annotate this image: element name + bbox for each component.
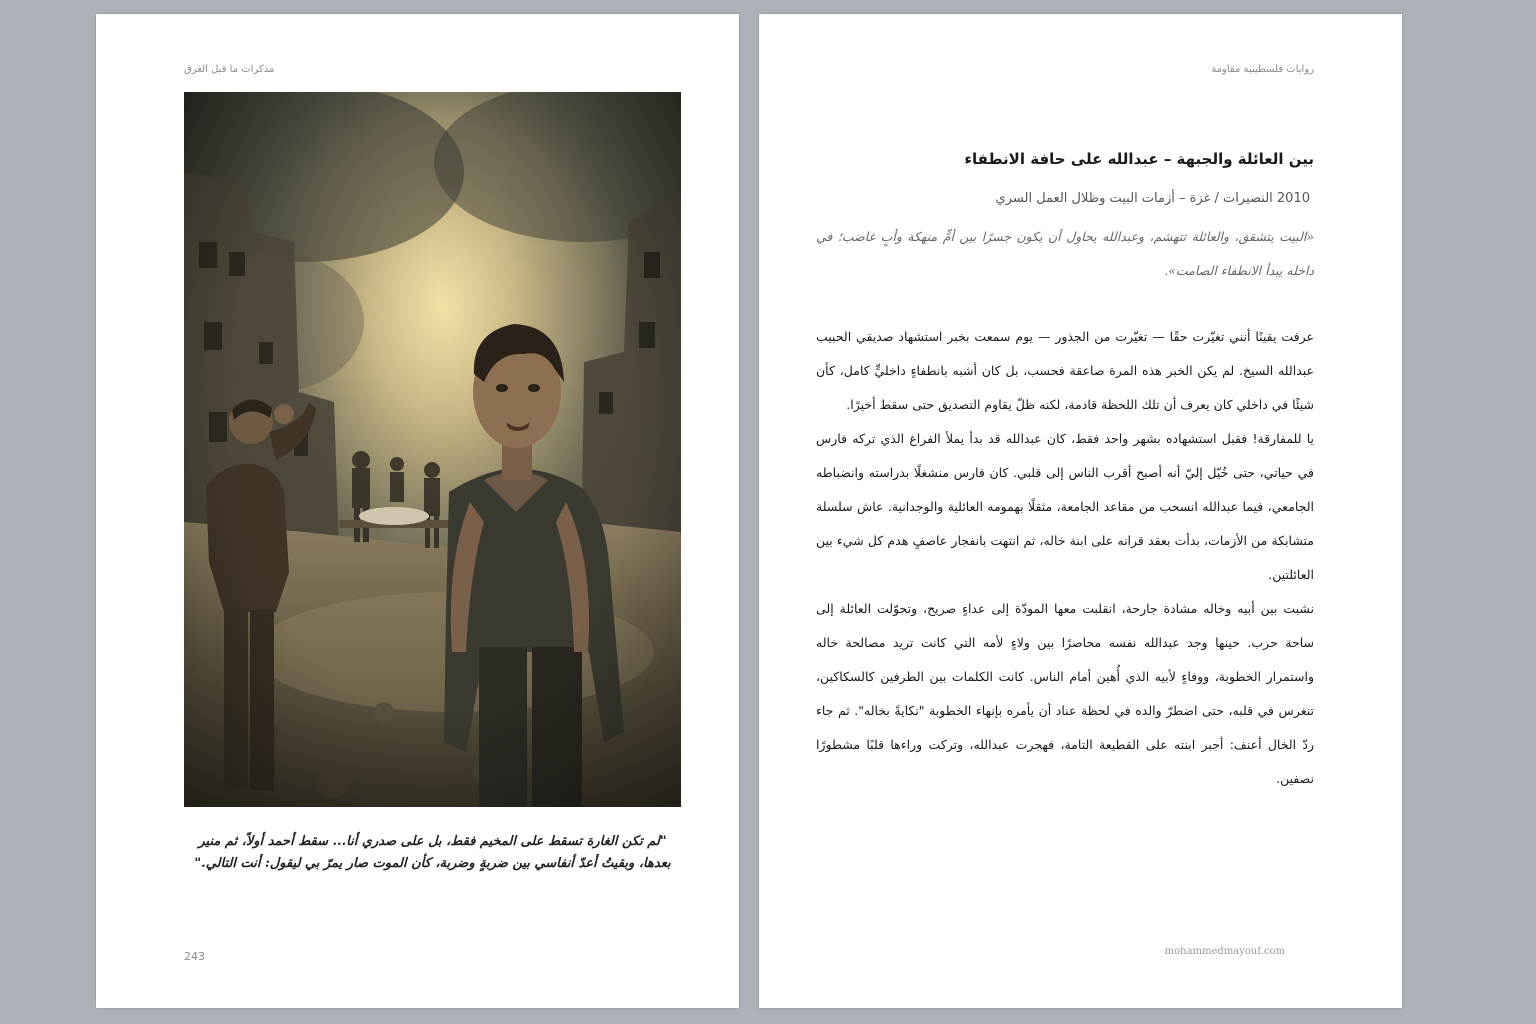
chapter-body xyxy=(816,320,1314,796)
story-illustration xyxy=(184,92,681,807)
left-running-header: مذكرات ما قبل الغرق xyxy=(184,64,275,75)
footer-website: mohammedmayouf.com xyxy=(1164,946,1285,957)
left-page xyxy=(96,14,739,1008)
right-page xyxy=(759,14,1402,1008)
chapter-title: بين العائلة والجبهة – عبدالله على حافة الانطفاء xyxy=(964,150,1314,168)
page-number: 243 xyxy=(184,950,205,963)
illustration-caption: "لم تكن الغارة تسقط على المخيم فقط، بل على صدري أنا... سقط أحمد أولاً، ثم منير بعدها، وبقيتُ أعدّ أنفاسي بين ضربةٍ وضربة، كأن الموت صار يمرّ بي ليقول: أنت التالي." xyxy=(194,834,671,871)
chapter-subtitle: 2010 النصيرات / غزة – أزمات البيت وظلال العمل السري xyxy=(995,191,1310,206)
right-running-header: روايات فلسطينية مقاومة xyxy=(1211,64,1314,75)
body-paragraph: يا للمفارقة! فقبل استشهاده بشهر واحد فقط، كان عبدالله قد بدأ يملأ الفراغ الذي تركه فارس في حياتي، حتى خُيّل إليّ أنه أصبح أقرب الناس إلى قلبي. كان فارس منشغلًا بدراسته وانضباطه الجامعي، فيما عبدالله انسحب من مقاعد الجامعة، مثقلًا بهمومه العائلية والوجدانية. عاش سلسلة متشابكة من الأزمات، بدأت بعقد قرانه على ابنة خاله، ثم انتهت بانفجار عاصفٍ هدم كل شيء بين العائلتين. xyxy=(816,431,1314,582)
chapter-epigraph: «البيت يتشقق، والعائلة تتهشم، وعبدالله يحاول أن يكون جسرًا بين أمٍّ منهكة وأبٍ غاضب؛ في داخله يبدأ الانطفاء الصامت». xyxy=(816,229,1314,278)
body-paragraph: نشبت بين أبيه وخاله مشادة جارحة، انقلبت معها المودّة إلى عداءٍ صريح، وتحوّلت العائلة إلى ساحة حرب. حينها وجد عبدالله نفسه محاصرًا بين ولاءٍ لأمه التي كانت تريد مصالحة خاله واستمرار الخطوبة، ووفاءٍ لأبيه الذي أُهين أمام الناس. كانت الكلمات بين الطرفين كالسكاكين، تنغرس في قلبه، حتى اضطرّ والده في لحظة عناد أن يأمره بإنهاء الخطوبة "نكايةً بخاله". ثم جاء ردّ الخال أعنف: أجبر ابنته على القطيعة التامة، فهجرت عبدالله، وتركت وراءها قلبًا مشطورًا نصفين. xyxy=(816,601,1314,786)
body-paragraph: عرفت يقينًا أنني تغيّرت حقًا — تغيّرت من الجذور — يوم سمعت بخبر استشهاد صديقي الحبيب عبدالله السيخ. لم يكن الخبر هذه المرة صاعقة فحسب، بل كان أشبه بانطفاءٍ داخليٍّ كامل، كأن شيئًا في داخلي كان يعرف أن تلك اللحظة قادمة، لكنه ظلّ يقاوم التصديق حتى سقط أخيرًا. xyxy=(816,329,1314,412)
